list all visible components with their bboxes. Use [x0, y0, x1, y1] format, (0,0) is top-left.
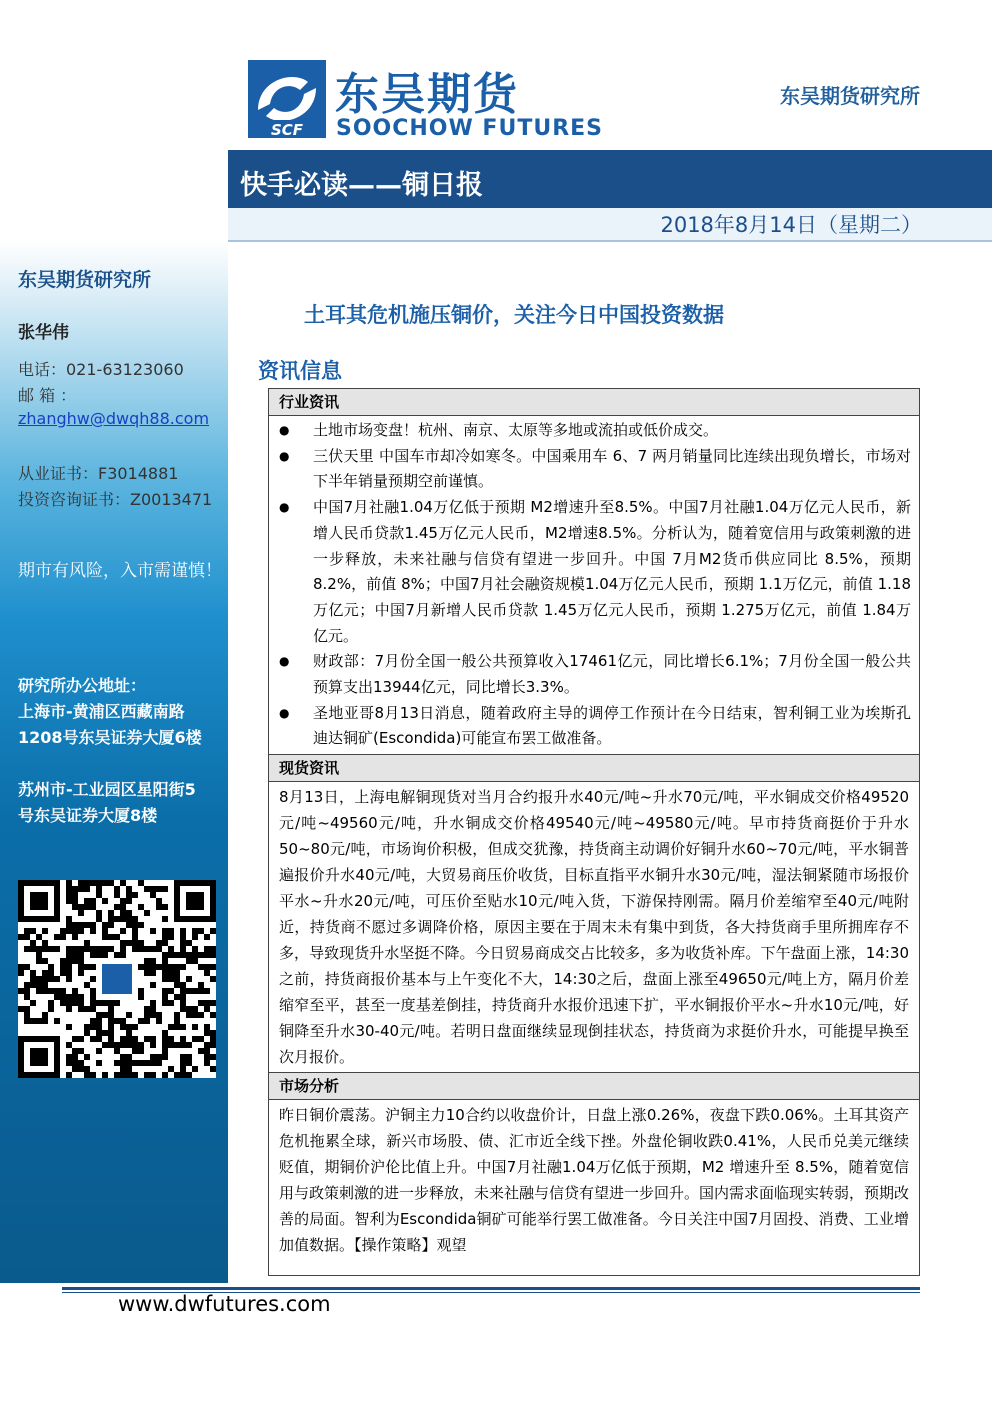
- sidebar-institute: 东吴期货研究所: [18, 269, 152, 291]
- footer-divider: [62, 1287, 920, 1290]
- market-analysis-text: 昨日铜价震荡。沪铜主力10合约以收盘价计，日盘上涨0.26%，夜盘下跌0.06%。土耳其资产危机拖累全球，新兴市场股、债、汇市近全线下挫。外盘伦铜收跌0.41%，人民币兑美元继续贬值，期铜价沪伦比值上升。中国7月社融1.04万亿低于预期，M2 增速升至 8.5%，随着宽信用与政策刺激的进一步释放，未来社融与信贷有望进一步回升。国内需求面临现实转弱，预期改善的局面。智利为Escondida铜矿可能举行罢工做准备。今日关注中国7月固投、消费、工业增加值数据。【操作策略】观望: [279, 1106, 910, 1255]
- industry-news-item: ● 三伏天里 中国车市却冷如寒冬。中国乘用车 6、7 两月销量同比连续出现负增长，市场对下半年销量预期空前谨慎。: [269, 444, 911, 495]
- report-date: 2018年8月14日（星期二）: [660, 213, 922, 237]
- office-address-title: 研究所办公地址：: [18, 676, 147, 695]
- institute-name-header: 东吴期货研究所: [780, 84, 920, 108]
- logo-english-name: SOOCHOW FUTURES: [336, 116, 604, 141]
- report-headline: 土耳其危机施压铜价，关注今日中国投资数据: [304, 303, 724, 327]
- date-bar: [228, 208, 992, 242]
- office-address-shanghai-line1: 上海市-黄浦区西藏南路: [18, 702, 185, 721]
- qr-code-icon: [18, 880, 216, 1078]
- market-analysis-header: 市场分析: [269, 1072, 919, 1100]
- sidebar-background: [0, 0, 228, 1283]
- office-address-suzhou-line2: 号东吴证券大厦8楼: [18, 806, 158, 825]
- practice-certificate: 从业证书：F3014881: [18, 464, 179, 483]
- office-address-suzhou-line1: 苏州市-工业园区星阳街5: [18, 780, 196, 799]
- company-logo: [248, 58, 604, 142]
- analyst-email-link[interactable]: zhanghw@dwqh88.com: [18, 409, 210, 428]
- spot-news-text: 8月13日，上海电解铜现货对当月合约报升水40元/吨~升水70元/吨，平水铜成交价格49520元/吨~49560元/吨，升水铜成交价格49540元/吨~49580元/吨。早市持货商挺价于升水50~80元/吨，市场询价积极，但成交犹豫，持货商主动调价好铜升水60~70元/吨，平水铜普遍报价升水40元/吨，大贸易商压价收货，目标直指平水铜升水30元/吨，湿法铜紧随市场报价平水~升水20元/吨，可压价至贴水10元/吨入货，下游保持刚需。隔月价差缩窄至40元/吨附近，持货商不愿过多调降价格，原因主要在于周末未有集中到货，各大持货商手里所拥库存不多，导致现货升水坚挺不降。今日贸易商成交占比较多，多为收货补库。下午盘面上涨，14:30之前，持货商报价基本与上午变化不大，14:30之后，盘面上涨至49650元/吨上方，隔月价差缩窄至平，甚至一度基差倒挂，持货商升水报价迅速下扩，平水铜报价平水~升水10元/吨，好铜降至升水30-40元/吨。若明日盘面继续显现倒挂状态，持货商为求挺价升水，可能提早换至次月报价。: [279, 788, 909, 1067]
- svg-text:SCF: SCF: [270, 121, 304, 139]
- industry-news-list: [269, 416, 919, 754]
- industry-news-item: ● 财政部：7月份全国一般公共预算收入17461亿元，同比增长6.1%；7月份全国一般公共预算支出13944亿元，同比增长3.3%。: [269, 649, 911, 700]
- title-bar: [228, 150, 992, 208]
- office-address-shanghai-line2: 1208号东吴证券大厦6楼: [18, 728, 202, 747]
- industry-news-item: ● 土地市场变盘！杭州、南京、太原等多地或流拍或低价成交。: [269, 418, 911, 444]
- scf-logo-icon: [248, 60, 326, 138]
- analyst-phone: 电话：021-63123060: [18, 360, 184, 379]
- spot-news-header: 现货资讯: [269, 754, 919, 782]
- industry-news-item: ● 中国7月社融1.04万亿低于预期 M2增速升至8.5%。中国7月社融1.04万亿元人民币，新增人民币贷款1.45万亿元人民币，M2增速8.5%。分析认为，随着宽信用与政策刺激的进一步释放，未来社融与信贷有望进一步回升。中国 7月M2货币供应同比 8.5%，预期 8.2%，前值 8%；中国7月社会融资规模1.04万亿元人民币，预期 1.1万亿元，前值 1.18万亿元；中国7月新增人民币贷款 1.45万亿元人民币，预期 1.275万亿元，前值 1.84万亿元。: [269, 495, 911, 649]
- analyst-name: 张华伟: [18, 323, 69, 343]
- section-title: 资讯信息: [258, 359, 342, 383]
- analyst-email-label: 邮 箱 ：: [18, 386, 77, 405]
- news-table: [268, 388, 920, 1276]
- risk-warning: 期市有风险，入市需谨慎！: [18, 561, 222, 581]
- footer-website[interactable]: www.dwfutures.com: [118, 1292, 331, 1316]
- industry-news-header: 行业资讯: [269, 389, 919, 416]
- qr-code: [18, 880, 216, 1078]
- report-title: 快手必读——铜日报: [240, 170, 483, 201]
- advisory-certificate: 投资咨询证书：Z0013471: [18, 490, 213, 509]
- logo-chinese-name: 东吴期货: [335, 69, 519, 120]
- industry-news-item: ● 圣地亚哥8月13日消息，随着政府主导的调停工作预计在今日结束，智利铜工业为埃斯孔迪达铜矿(Escondida)可能宣布罢工做准备。: [269, 701, 911, 752]
